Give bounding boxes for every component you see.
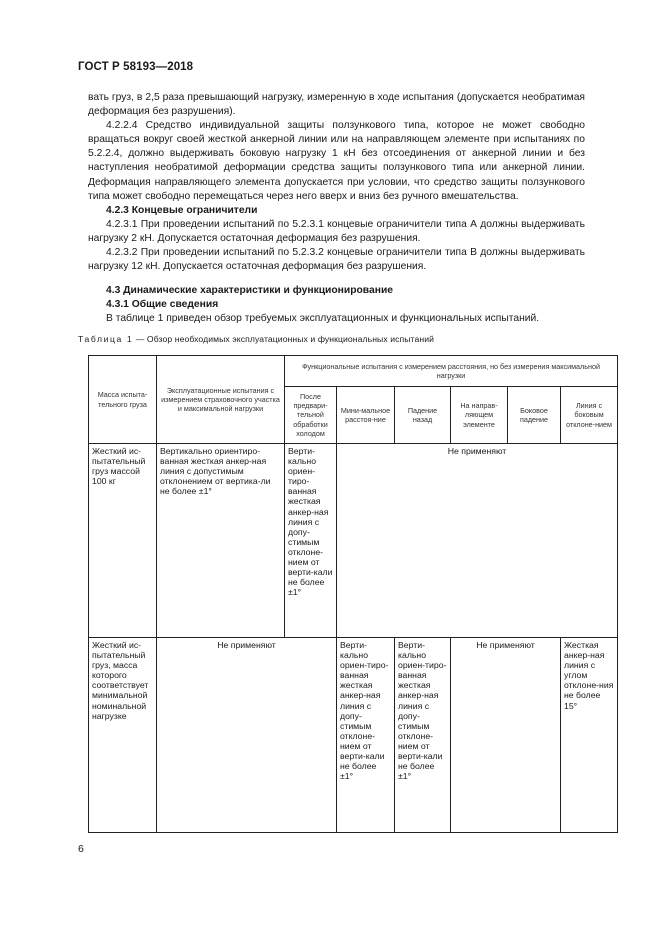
tests-overview-table bbox=[88, 355, 618, 833]
document-header: ГОСТ Р 58193—2018 bbox=[78, 61, 194, 73]
row1-not-applicable: Не применяют bbox=[337, 444, 618, 638]
row1-mass: Жесткий ис-пытательный груз массой 100 кг bbox=[89, 444, 157, 638]
header-side-fall: Боковое падение bbox=[508, 387, 561, 444]
row2-fall-back: Верти-кально ориен-тиро-ванная жесткая анкер-ная линия с допу-стимым отклоне-нием от верти-кали не более ±1° bbox=[395, 638, 451, 833]
paragraph-continuation: вать груз, в 2,5 раза превышающий нагрузку, измеренную в ходе испытания (допускается необратимая деформация без разрушения). bbox=[88, 92, 585, 118]
header-minimum-distance: Мини-мальное расстоя-ние bbox=[337, 387, 395, 444]
paragraph-4-2-2-4: 4.2.2.4 Средство индивидуальной защиты ползункового типа, которое не может свободно вращаться вокруг своей жесткой анкерной линии или на направляющем элементе при испытаниях по 5.2.2.4, должно выдерживать боковую нагрузку 1 кН без отсоединения от анкерной линии и без наступления необратимой деформации средства защиты ползункового типа или анкерной линии. Деформация направляющего элемента допускается при условии, что средство защиты ползункового типа может свободно перемещаться через него вверх и вниз без ручного вмешательства. bbox=[88, 120, 585, 202]
table-caption bbox=[78, 334, 434, 344]
paragraph-table-intro: В таблице 1 приведен обзор требуемых эксплуатационных и функциональных испытаний. bbox=[106, 313, 540, 325]
header-mass: Масса испыта-тельного груза bbox=[89, 356, 157, 444]
header-functional-tests: Функциональные испытания с измерением расстояния, но без измерения максимальной нагрузки bbox=[285, 356, 618, 387]
row1-operational: Вертикально ориентиро-ванная жесткая анкер-ная линия с допустимым отклонением от вертика-ли не более ±1° bbox=[157, 444, 285, 638]
row2-mass: Жесткий ис-пытательный груз, масса которого соответствует минимальной номинальной нагрузке bbox=[89, 638, 157, 833]
paragraph-4-2-3-1: 4.2.3.1 При проведении испытаний по 5.2.3.1 концевые ограничители типа А должны выдерживать нагрузку 2 кН. Допускается остаточная деформация без разрушения. bbox=[88, 218, 585, 244]
row1-cold: Верти-кально ориен-тиро-ванная жесткая анкер-ная линия с допу-стимым отклоне-нием от верти-кали не более ±1° bbox=[285, 444, 337, 638]
row2-lateral-line: Жесткая анкер-ная линия с углом отклоне-ния не более 15° bbox=[561, 638, 618, 833]
heading-4-3: 4.3 Динамические характеристики и функционирование bbox=[106, 285, 393, 297]
header-fall-back: Падение назад bbox=[395, 387, 451, 444]
row2-not-applicable-right: Не применяют bbox=[451, 638, 561, 833]
body-text bbox=[88, 91, 585, 327]
heading-4-3-1: 4.3.1 Общие сведения bbox=[106, 299, 219, 311]
header-guide-element: На направ-ляющем элементе bbox=[451, 387, 508, 444]
header-operational-tests: Эксплуатационные испытания с измерением страховочного участка и максимальной нагрузки bbox=[157, 356, 285, 444]
table-caption-text: — Обзор необходимых эксплуатационных и функциональных испытаний bbox=[133, 334, 435, 344]
heading-4-2-3: 4.2.3 Концевые ограничители bbox=[106, 204, 258, 216]
header-cold-conditioning: После предвари-тельной обработки холодом bbox=[285, 387, 337, 444]
row2-not-applicable-left: Не применяют bbox=[157, 638, 337, 833]
row2-minimum-distance: Верти-кально ориен-тиро-ванная жесткая анкер-ная линия с допу-стимым отклоне-нием от верти-кали не более ±1° bbox=[337, 638, 395, 833]
page-number: 6 bbox=[78, 843, 84, 855]
paragraph-4-2-3-2: 4.2.3.2 При проведении испытаний по 5.2.3.2 концевые ограничители типа В должны выдерживать нагрузку 12 кН. Допускается остаточная деформация без разрушения. bbox=[88, 247, 585, 273]
header-lateral-line: Линия с боковым отклоне-нием bbox=[561, 387, 618, 444]
table-caption-label: Таблица 1 bbox=[78, 334, 134, 344]
